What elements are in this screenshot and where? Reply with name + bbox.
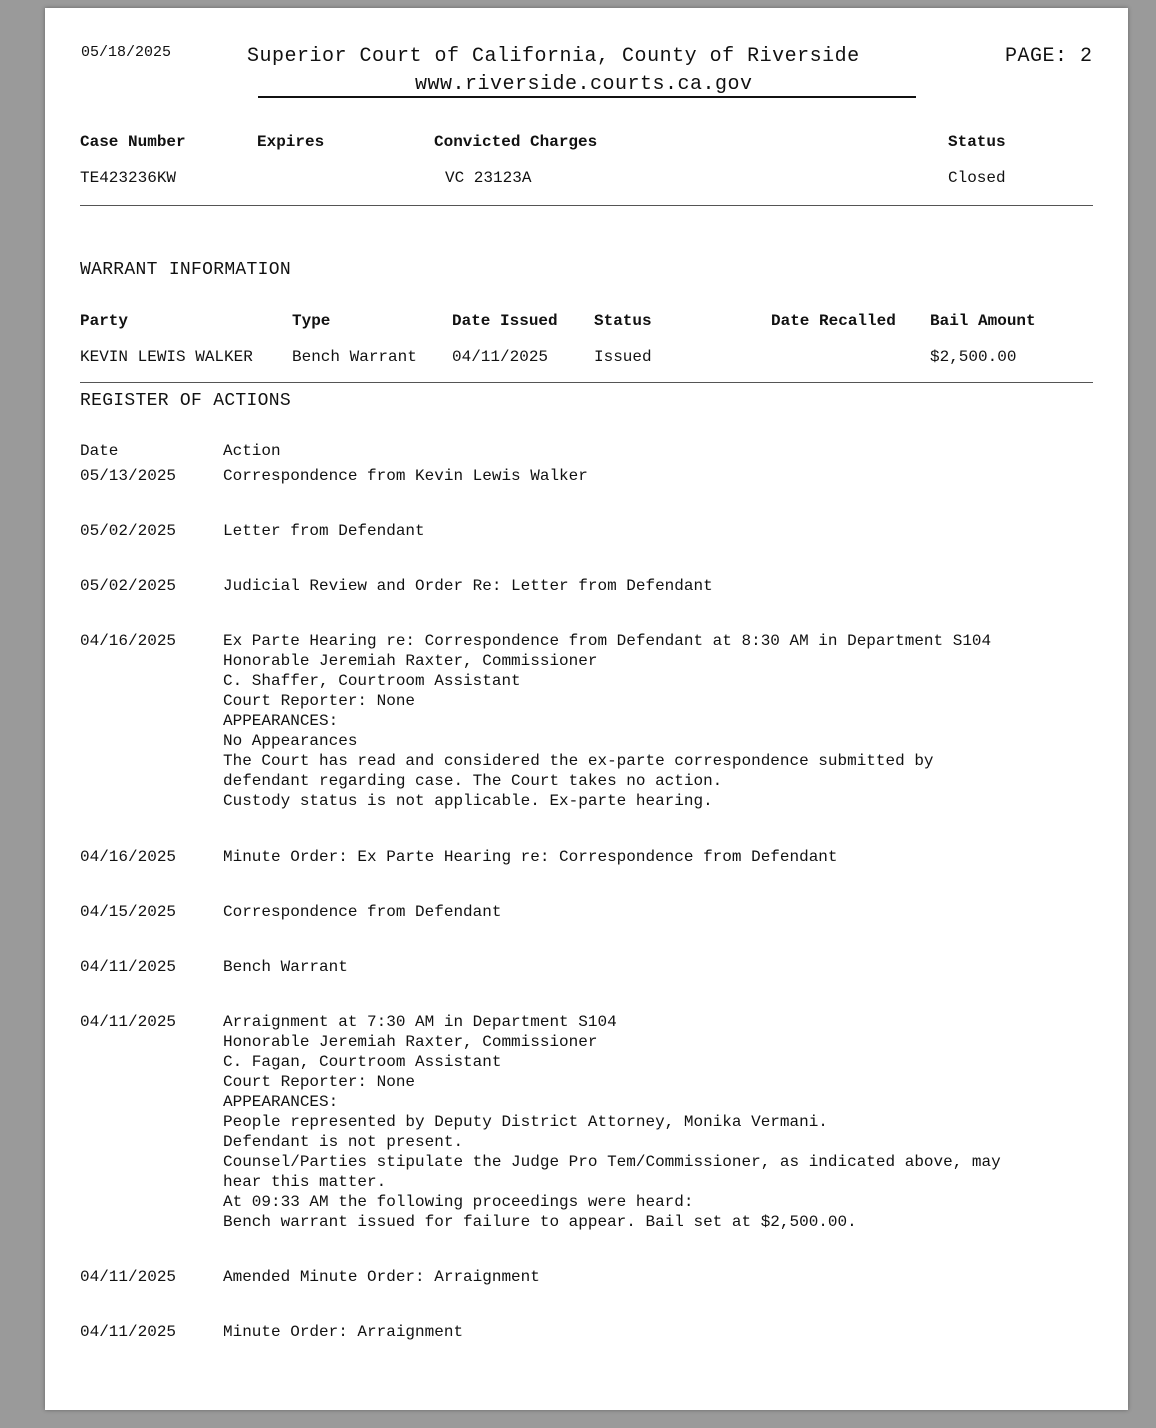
col-expires: Expires [257,133,325,151]
entry-action [223,957,1103,977]
page-number: PAGE: 2 [1005,45,1093,68]
entry-line: Letter from Defendant [223,522,425,540]
entry-line: Minute Order: Ex Parte Hearing re: Correspondence from Defendant [223,848,838,866]
warrant-date-issued: 04/11/2025 [452,348,549,366]
entry-date: 04/11/2025 [80,1268,177,1286]
entry-action [223,631,1103,811]
warrant-party: KEVIN LEWIS WALKER [80,348,253,366]
entry-action [223,466,1103,486]
col-party: Party [80,312,129,330]
entry-line: Correspondence from Defendant [223,903,502,921]
entry-line: People represented by Deputy District Attorney, Monika Vermani. [223,1113,828,1131]
entry-line: Court Reporter: None [223,692,416,710]
entry-line: No Appearances [223,732,358,750]
col-warrant-status: Status [594,312,652,330]
register-section-title: REGISTER OF ACTIONS [80,391,291,411]
col-type: Type [292,312,331,330]
entry-date: 05/02/2025 [80,577,177,595]
warrant-section-title: WARRANT INFORMATION [80,260,291,280]
entry-action [223,576,1103,596]
warrant-status: Issued [594,348,652,366]
col-bail-amount: Bail Amount [930,312,1036,330]
entry-line: Counsel/Parties stipulate the Judge Pro Tem/Commissioner, as indicated above, may [223,1153,1001,1171]
status-value: Closed [948,169,1006,187]
entry-line: APPEARANCES: [223,712,339,730]
court-website: www.riverside.courts.ca.gov [415,73,753,96]
entry-action [223,1012,1103,1232]
col-case-number: Case Number [80,133,186,151]
entry-action [223,1322,1103,1342]
entry-line: Correspondence from Kevin Lewis Walker [223,467,588,485]
register-col-action: Action [223,442,281,460]
entry-line: The Court has read and considered the ex-parte correspondence submitted by [223,752,934,770]
entry-line: At 09:33 AM the following proceedings were heard: [223,1193,694,1211]
warrant-bail-amount: $2,500.00 [930,348,1017,366]
entry-line: Minute Order: Arraignment [223,1323,464,1341]
entry-line: Honorable Jeremiah Raxter, Commissioner [223,652,598,670]
entry-date: 05/13/2025 [80,467,177,485]
col-status: Status [948,133,1006,151]
warrant-type: Bench Warrant [292,348,417,366]
entry-date: 05/02/2025 [80,522,177,540]
entry-line: Judicial Review and Order Re: Letter from Defendant [223,577,713,595]
entry-action [223,847,1103,867]
entry-line: Defendant is not present. [223,1133,464,1151]
case-number-value: TE423236KW [80,169,177,187]
entry-date: 04/11/2025 [80,958,177,976]
entry-line: Court Reporter: None [223,1073,416,1091]
case-table-divider [80,205,1093,206]
entry-line: hear this matter. [223,1173,387,1191]
header-underline [258,96,916,98]
register-col-date: Date [80,442,119,460]
charges-value: VC 23123A [445,169,532,187]
entry-action [223,902,1103,922]
entry-line: Amended Minute Order: Arraignment [223,1268,540,1286]
entry-line: Honorable Jeremiah Raxter, Commissioner [223,1033,598,1051]
entry-date: 04/16/2025 [80,848,177,866]
court-name: Superior Court of California, County of Riverside [247,45,860,68]
entry-line: Bench Warrant [223,958,348,976]
document-page [45,8,1128,1410]
entry-line: Bench warrant issued for failure to appear. Bail set at $2,500.00. [223,1213,857,1231]
entry-line: Arraignment at 7:30 AM in Department S104 [223,1013,617,1031]
entry-date: 04/11/2025 [80,1013,177,1031]
entry-date: 04/16/2025 [80,632,177,650]
col-date-issued: Date Issued [452,312,558,330]
warrant-divider [80,382,1093,383]
col-date-recalled: Date Recalled [771,312,896,330]
entry-line: C. Fagan, Courtroom Assistant [223,1053,502,1071]
entry-date: 04/15/2025 [80,903,177,921]
entry-line: defendant regarding case. The Court takes no action. [223,772,723,790]
entry-action [223,1267,1103,1287]
entry-line: Ex Parte Hearing re: Correspondence from Defendant at 8:30 AM in Department S104 [223,632,992,650]
print-date: 05/18/2025 [81,44,172,61]
col-convicted-charges: Convicted Charges [434,133,598,151]
entry-line: C. Shaffer, Courtroom Assistant [223,672,521,690]
entry-action [223,521,1103,541]
entry-line: Custody status is not applicable. Ex-parte hearing. [223,792,713,810]
entry-line: APPEARANCES: [223,1093,339,1111]
entry-date: 04/11/2025 [80,1323,177,1341]
